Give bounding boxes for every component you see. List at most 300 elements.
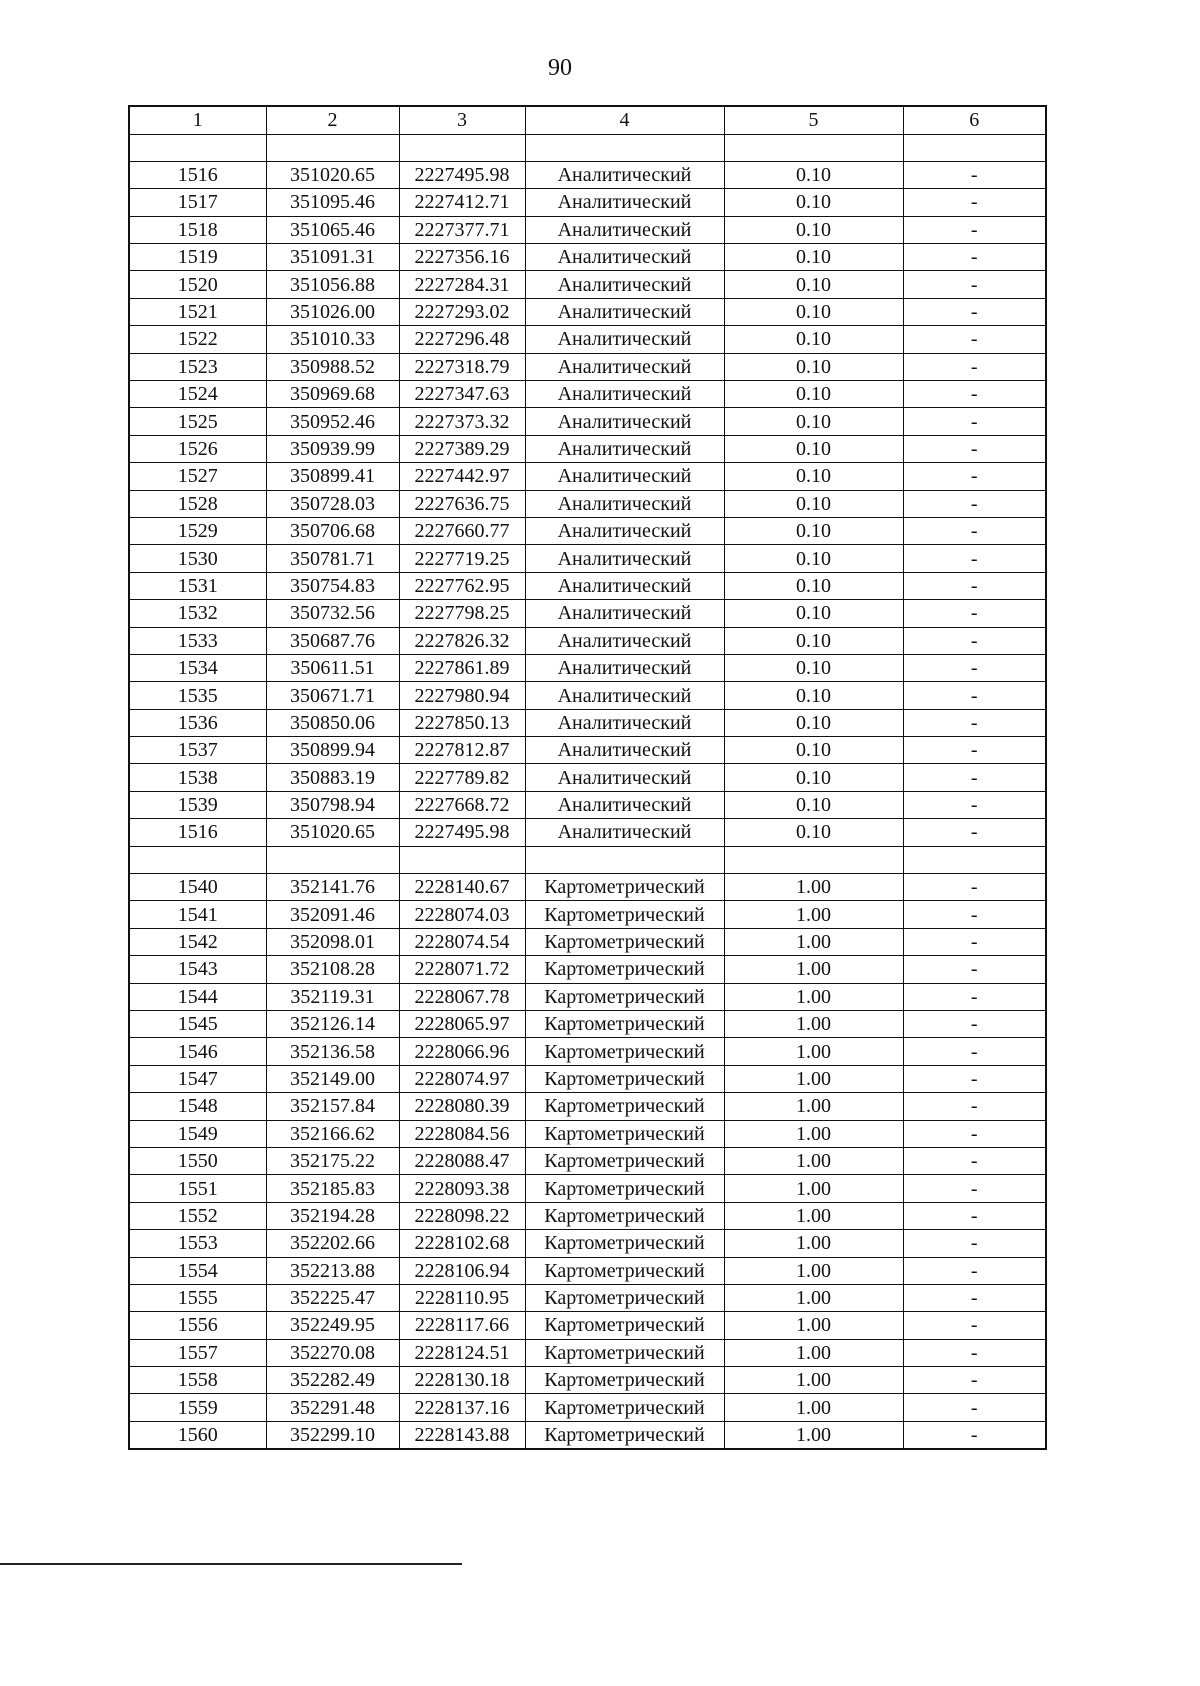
x-coordinate-cell: 351091.31 — [266, 244, 399, 271]
method-cell: Аналитический — [525, 627, 724, 654]
y-coordinate-cell: 2227861.89 — [399, 654, 525, 681]
accuracy-cell: 0.10 — [724, 244, 903, 271]
table-header-row — [129, 106, 1046, 134]
table-row — [129, 517, 1046, 544]
accuracy-cell: 1.00 — [724, 983, 903, 1010]
description-cell: - — [903, 353, 1046, 380]
table-row — [129, 1312, 1046, 1339]
empty-cell — [724, 846, 903, 873]
table-row — [129, 244, 1046, 271]
method-cell: Аналитический — [525, 791, 724, 818]
accuracy-cell: 0.10 — [724, 381, 903, 408]
empty-cell — [525, 134, 724, 161]
point-number-cell: 1520 — [129, 271, 266, 298]
description-cell: - — [903, 1011, 1046, 1038]
description-cell: - — [903, 435, 1046, 462]
description-cell: - — [903, 572, 1046, 599]
column-number-header: 2 — [266, 106, 399, 134]
table-row — [129, 1120, 1046, 1147]
point-number-cell: 1519 — [129, 244, 266, 271]
description-cell: - — [903, 709, 1046, 736]
empty-cell — [399, 134, 525, 161]
column-number-header: 6 — [903, 106, 1046, 134]
table-row — [129, 1038, 1046, 1065]
method-cell: Аналитический — [525, 435, 724, 462]
description-cell: - — [903, 600, 1046, 627]
y-coordinate-cell: 2227356.16 — [399, 244, 525, 271]
x-coordinate-cell: 352213.88 — [266, 1257, 399, 1284]
table-row — [129, 600, 1046, 627]
accuracy-cell: 1.00 — [724, 1011, 903, 1038]
point-number-cell: 1555 — [129, 1284, 266, 1311]
description-cell: - — [903, 1093, 1046, 1120]
y-coordinate-cell: 2228106.94 — [399, 1257, 525, 1284]
point-number-cell: 1537 — [129, 737, 266, 764]
method-cell: Аналитический — [525, 819, 724, 846]
point-number-cell: 1523 — [129, 353, 266, 380]
table-row — [129, 298, 1046, 325]
accuracy-cell: 1.00 — [724, 1394, 903, 1421]
description-cell: - — [903, 326, 1046, 353]
method-cell: Картометрический — [525, 1394, 724, 1421]
x-coordinate-cell: 352291.48 — [266, 1394, 399, 1421]
y-coordinate-cell: 2228074.54 — [399, 928, 525, 955]
description-cell: - — [903, 1284, 1046, 1311]
y-coordinate-cell: 2227318.79 — [399, 353, 525, 380]
method-cell: Картометрический — [525, 1230, 724, 1257]
coordinates-table — [128, 105, 1047, 1450]
method-cell: Аналитический — [525, 326, 724, 353]
y-coordinate-cell: 2227812.87 — [399, 737, 525, 764]
y-coordinate-cell: 2227284.31 — [399, 271, 525, 298]
description-cell: - — [903, 463, 1046, 490]
method-cell: Аналитический — [525, 353, 724, 380]
accuracy-cell: 0.10 — [724, 189, 903, 216]
table-row — [129, 1147, 1046, 1174]
method-cell: Картометрический — [525, 1147, 724, 1174]
method-cell: Аналитический — [525, 463, 724, 490]
table-row — [129, 545, 1046, 572]
column-number-header: 1 — [129, 106, 266, 134]
y-coordinate-cell: 2227347.63 — [399, 381, 525, 408]
empty-cell — [525, 846, 724, 873]
method-cell: Аналитический — [525, 600, 724, 627]
description-cell: - — [903, 983, 1046, 1010]
method-cell: Картометрический — [525, 1065, 724, 1092]
y-coordinate-cell: 2228074.03 — [399, 901, 525, 928]
accuracy-cell: 0.10 — [724, 709, 903, 736]
accuracy-cell: 0.10 — [724, 408, 903, 435]
description-cell: - — [903, 408, 1046, 435]
method-cell: Аналитический — [525, 216, 724, 243]
description-cell: - — [903, 1312, 1046, 1339]
y-coordinate-cell: 2227412.71 — [399, 189, 525, 216]
x-coordinate-cell: 352091.46 — [266, 901, 399, 928]
table-row — [129, 928, 1046, 955]
accuracy-cell: 0.10 — [724, 353, 903, 380]
x-coordinate-cell: 351010.33 — [266, 326, 399, 353]
point-number-cell: 1539 — [129, 791, 266, 818]
x-coordinate-cell: 350939.99 — [266, 435, 399, 462]
accuracy-cell: 1.00 — [724, 1421, 903, 1448]
x-coordinate-cell: 350671.71 — [266, 682, 399, 709]
empty-cell — [399, 846, 525, 873]
accuracy-cell: 1.00 — [724, 956, 903, 983]
point-number-cell: 1556 — [129, 1312, 266, 1339]
method-cell: Картометрический — [525, 1421, 724, 1448]
table-row — [129, 791, 1046, 818]
table-body — [129, 134, 1046, 1449]
point-number-cell: 1517 — [129, 189, 266, 216]
table-row — [129, 161, 1046, 188]
description-cell: - — [903, 682, 1046, 709]
table-row — [129, 572, 1046, 599]
y-coordinate-cell: 2228137.16 — [399, 1394, 525, 1421]
method-cell: Картометрический — [525, 983, 724, 1010]
method-cell: Аналитический — [525, 545, 724, 572]
description-cell: - — [903, 956, 1046, 983]
x-coordinate-cell: 351020.65 — [266, 819, 399, 846]
point-number-cell: 1544 — [129, 983, 266, 1010]
accuracy-cell: 0.10 — [724, 572, 903, 599]
table-row — [129, 1011, 1046, 1038]
y-coordinate-cell: 2228117.66 — [399, 1312, 525, 1339]
table-row — [129, 1284, 1046, 1311]
accuracy-cell: 1.00 — [724, 1175, 903, 1202]
y-coordinate-cell: 2227373.32 — [399, 408, 525, 435]
x-coordinate-cell: 352249.95 — [266, 1312, 399, 1339]
x-coordinate-cell: 352270.08 — [266, 1339, 399, 1366]
accuracy-cell: 1.00 — [724, 1367, 903, 1394]
empty-cell — [903, 134, 1046, 161]
table-row — [129, 1065, 1046, 1092]
method-cell: Картометрический — [525, 1339, 724, 1366]
point-number-cell: 1538 — [129, 764, 266, 791]
description-cell: - — [903, 1147, 1046, 1174]
method-cell: Аналитический — [525, 737, 724, 764]
y-coordinate-cell: 2227850.13 — [399, 709, 525, 736]
description-cell: - — [903, 901, 1046, 928]
point-number-cell: 1536 — [129, 709, 266, 736]
table-row — [129, 1257, 1046, 1284]
description-cell: - — [903, 1394, 1046, 1421]
accuracy-cell: 0.10 — [724, 517, 903, 544]
method-cell: Аналитический — [525, 408, 724, 435]
x-coordinate-cell: 352141.76 — [266, 874, 399, 901]
y-coordinate-cell: 2228065.97 — [399, 1011, 525, 1038]
point-number-cell: 1530 — [129, 545, 266, 572]
point-number-cell: 1527 — [129, 463, 266, 490]
y-coordinate-cell: 2227762.95 — [399, 572, 525, 599]
x-coordinate-cell: 352225.47 — [266, 1284, 399, 1311]
accuracy-cell: 0.10 — [724, 216, 903, 243]
point-number-cell: 1540 — [129, 874, 266, 901]
description-cell: - — [903, 517, 1046, 544]
accuracy-cell: 0.10 — [724, 545, 903, 572]
empty-cell — [724, 134, 903, 161]
empty-cell — [266, 134, 399, 161]
y-coordinate-cell: 2227495.98 — [399, 819, 525, 846]
table-row — [129, 490, 1046, 517]
table-header — [129, 106, 1046, 134]
accuracy-cell: 1.00 — [724, 1065, 903, 1092]
method-cell: Аналитический — [525, 654, 724, 681]
description-cell: - — [903, 189, 1046, 216]
accuracy-cell: 1.00 — [724, 874, 903, 901]
description-cell: - — [903, 928, 1046, 955]
table-row — [129, 1367, 1046, 1394]
x-coordinate-cell: 352098.01 — [266, 928, 399, 955]
y-coordinate-cell: 2227789.82 — [399, 764, 525, 791]
x-coordinate-cell: 350798.94 — [266, 791, 399, 818]
table-row — [129, 1421, 1046, 1448]
x-coordinate-cell: 350687.76 — [266, 627, 399, 654]
table-row — [129, 1230, 1046, 1257]
x-coordinate-cell: 350754.83 — [266, 572, 399, 599]
description-cell: - — [903, 271, 1046, 298]
method-cell: Аналитический — [525, 381, 724, 408]
accuracy-cell: 1.00 — [724, 1093, 903, 1120]
table-row — [129, 271, 1046, 298]
empty-cell — [129, 134, 266, 161]
x-coordinate-cell: 350899.94 — [266, 737, 399, 764]
accuracy-cell: 1.00 — [724, 1312, 903, 1339]
method-cell: Картометрический — [525, 1312, 724, 1339]
x-coordinate-cell: 352157.84 — [266, 1093, 399, 1120]
x-coordinate-cell: 350969.68 — [266, 381, 399, 408]
description-cell: - — [903, 490, 1046, 517]
description-cell: - — [903, 244, 1046, 271]
description-cell: - — [903, 381, 1046, 408]
x-coordinate-cell: 350850.06 — [266, 709, 399, 736]
point-number-cell: 1533 — [129, 627, 266, 654]
table-row — [129, 654, 1046, 681]
method-cell: Картометрический — [525, 928, 724, 955]
table-row — [129, 381, 1046, 408]
empty-cell — [129, 846, 266, 873]
description-cell: - — [903, 1257, 1046, 1284]
point-number-cell: 1558 — [129, 1367, 266, 1394]
accuracy-cell: 1.00 — [724, 928, 903, 955]
method-cell: Аналитический — [525, 189, 724, 216]
y-coordinate-cell: 2227495.98 — [399, 161, 525, 188]
y-coordinate-cell: 2228143.88 — [399, 1421, 525, 1448]
y-coordinate-cell: 2227798.25 — [399, 600, 525, 627]
y-coordinate-cell: 2227296.48 — [399, 326, 525, 353]
point-number-cell: 1548 — [129, 1093, 266, 1120]
accuracy-cell: 0.10 — [724, 435, 903, 462]
method-cell: Картометрический — [525, 901, 724, 928]
point-number-cell: 1535 — [129, 682, 266, 709]
method-cell: Картометрический — [525, 1120, 724, 1147]
table-row — [129, 764, 1046, 791]
y-coordinate-cell: 2228140.67 — [399, 874, 525, 901]
accuracy-cell: 0.10 — [724, 654, 903, 681]
accuracy-cell: 0.10 — [724, 326, 903, 353]
x-coordinate-cell: 350883.19 — [266, 764, 399, 791]
y-coordinate-cell: 2227442.97 — [399, 463, 525, 490]
method-cell: Картометрический — [525, 1175, 724, 1202]
x-coordinate-cell: 351026.00 — [266, 298, 399, 325]
method-cell: Картометрический — [525, 1257, 724, 1284]
table-row — [129, 983, 1046, 1010]
point-number-cell: 1550 — [129, 1147, 266, 1174]
y-coordinate-cell: 2228124.51 — [399, 1339, 525, 1366]
point-number-cell: 1559 — [129, 1394, 266, 1421]
accuracy-cell: 1.00 — [724, 1202, 903, 1229]
description-cell: - — [903, 1339, 1046, 1366]
empty-cell — [266, 846, 399, 873]
accuracy-cell: 1.00 — [724, 901, 903, 928]
table-row — [129, 819, 1046, 846]
x-coordinate-cell: 352175.22 — [266, 1147, 399, 1174]
y-coordinate-cell: 2227389.29 — [399, 435, 525, 462]
description-cell: - — [903, 1038, 1046, 1065]
description-cell: - — [903, 1421, 1046, 1448]
accuracy-cell: 0.10 — [724, 791, 903, 818]
description-cell: - — [903, 161, 1046, 188]
table-row — [129, 216, 1046, 243]
point-number-cell: 1545 — [129, 1011, 266, 1038]
description-cell: - — [903, 627, 1046, 654]
method-cell: Аналитический — [525, 517, 724, 544]
x-coordinate-cell: 352119.31 — [266, 983, 399, 1010]
accuracy-cell: 1.00 — [724, 1038, 903, 1065]
x-coordinate-cell: 351095.46 — [266, 189, 399, 216]
point-number-cell: 1549 — [129, 1120, 266, 1147]
method-cell: Картометрический — [525, 1038, 724, 1065]
accuracy-cell: 0.10 — [724, 764, 903, 791]
x-coordinate-cell: 350611.51 — [266, 654, 399, 681]
accuracy-cell: 0.10 — [724, 271, 903, 298]
x-coordinate-cell: 351065.46 — [266, 216, 399, 243]
method-cell: Аналитический — [525, 490, 724, 517]
description-cell: - — [903, 1065, 1046, 1092]
blank-row — [129, 134, 1046, 161]
y-coordinate-cell: 2228088.47 — [399, 1147, 525, 1174]
method-cell: Аналитический — [525, 682, 724, 709]
x-coordinate-cell: 351056.88 — [266, 271, 399, 298]
method-cell: Картометрический — [525, 1284, 724, 1311]
table-row — [129, 1202, 1046, 1229]
y-coordinate-cell: 2228093.38 — [399, 1175, 525, 1202]
x-coordinate-cell: 351020.65 — [266, 161, 399, 188]
y-coordinate-cell: 2227293.02 — [399, 298, 525, 325]
point-number-cell: 1531 — [129, 572, 266, 599]
y-coordinate-cell: 2228130.18 — [399, 1367, 525, 1394]
x-coordinate-cell: 350952.46 — [266, 408, 399, 435]
description-cell: - — [903, 737, 1046, 764]
point-number-cell: 1524 — [129, 381, 266, 408]
table-row — [129, 901, 1046, 928]
accuracy-cell: 1.00 — [724, 1147, 903, 1174]
method-cell: Картометрический — [525, 1202, 724, 1229]
accuracy-cell: 0.10 — [724, 463, 903, 490]
table-row — [129, 1093, 1046, 1120]
x-coordinate-cell: 350988.52 — [266, 353, 399, 380]
point-number-cell: 1541 — [129, 901, 266, 928]
x-coordinate-cell: 350728.03 — [266, 490, 399, 517]
accuracy-cell: 1.00 — [724, 1284, 903, 1311]
method-cell: Картометрический — [525, 874, 724, 901]
table-row — [129, 1339, 1046, 1366]
description-cell: - — [903, 654, 1046, 681]
x-coordinate-cell: 352166.62 — [266, 1120, 399, 1147]
y-coordinate-cell: 2228074.97 — [399, 1065, 525, 1092]
y-coordinate-cell: 2227719.25 — [399, 545, 525, 572]
x-coordinate-cell: 352108.28 — [266, 956, 399, 983]
point-number-cell: 1560 — [129, 1421, 266, 1448]
table-row — [129, 627, 1046, 654]
point-number-cell: 1557 — [129, 1339, 266, 1366]
x-coordinate-cell: 352149.00 — [266, 1065, 399, 1092]
description-cell: - — [903, 764, 1046, 791]
point-number-cell: 1526 — [129, 435, 266, 462]
y-coordinate-cell: 2227377.71 — [399, 216, 525, 243]
column-number-header: 4 — [525, 106, 724, 134]
accuracy-cell: 1.00 — [724, 1339, 903, 1366]
description-cell: - — [903, 1202, 1046, 1229]
y-coordinate-cell: 2228071.72 — [399, 956, 525, 983]
description-cell: - — [903, 545, 1046, 572]
table-row — [129, 1394, 1046, 1421]
method-cell: Аналитический — [525, 572, 724, 599]
x-coordinate-cell: 350781.71 — [266, 545, 399, 572]
empty-cell — [903, 846, 1046, 873]
point-number-cell: 1534 — [129, 654, 266, 681]
table-row — [129, 682, 1046, 709]
point-number-cell: 1554 — [129, 1257, 266, 1284]
x-coordinate-cell: 352282.49 — [266, 1367, 399, 1394]
accuracy-cell: 0.10 — [724, 161, 903, 188]
y-coordinate-cell: 2227826.32 — [399, 627, 525, 654]
table-row — [129, 326, 1046, 353]
accuracy-cell: 0.10 — [724, 819, 903, 846]
accuracy-cell: 0.10 — [724, 600, 903, 627]
description-cell: - — [903, 1230, 1046, 1257]
point-number-cell: 1521 — [129, 298, 266, 325]
y-coordinate-cell: 2228066.96 — [399, 1038, 525, 1065]
accuracy-cell: 1.00 — [724, 1230, 903, 1257]
method-cell: Картометрический — [525, 956, 724, 983]
x-coordinate-cell: 352202.66 — [266, 1230, 399, 1257]
method-cell: Картометрический — [525, 1367, 724, 1394]
scan-edge-line — [0, 1563, 462, 1565]
point-number-cell: 1518 — [129, 216, 266, 243]
column-number-header: 5 — [724, 106, 903, 134]
table-row — [129, 463, 1046, 490]
point-number-cell: 1528 — [129, 490, 266, 517]
point-number-cell: 1529 — [129, 517, 266, 544]
description-cell: - — [903, 298, 1046, 325]
description-cell: - — [903, 819, 1046, 846]
point-number-cell: 1542 — [129, 928, 266, 955]
point-number-cell: 1516 — [129, 819, 266, 846]
accuracy-cell: 0.10 — [724, 682, 903, 709]
y-coordinate-cell: 2228080.39 — [399, 1093, 525, 1120]
table-row — [129, 956, 1046, 983]
point-number-cell: 1551 — [129, 1175, 266, 1202]
description-cell: - — [903, 874, 1046, 901]
accuracy-cell: 0.10 — [724, 627, 903, 654]
accuracy-cell: 0.10 — [724, 737, 903, 764]
x-coordinate-cell: 352194.28 — [266, 1202, 399, 1229]
column-number-header: 3 — [399, 106, 525, 134]
y-coordinate-cell: 2228084.56 — [399, 1120, 525, 1147]
accuracy-cell: 0.10 — [724, 490, 903, 517]
method-cell: Аналитический — [525, 764, 724, 791]
y-coordinate-cell: 2228102.68 — [399, 1230, 525, 1257]
